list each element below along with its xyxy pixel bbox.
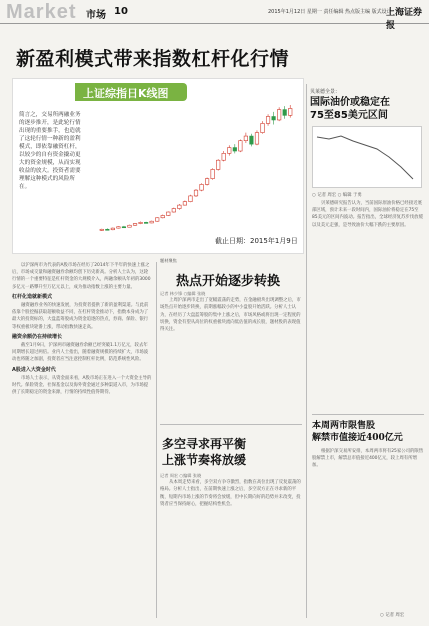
mid-top-article: [160, 290, 302, 420]
candle-body: [222, 153, 226, 160]
mid-top-byline: 记者 林少锋 ○编辑 张晓: [160, 291, 206, 296]
candle-body: [283, 110, 287, 116]
candle-body: [183, 202, 187, 205]
candle-body: [144, 222, 148, 223]
left-subhead-3: A股进入大资金时代: [12, 366, 56, 373]
right-body: 贝莱德研究报告认为，当前国际原油价格已经接近底部区域，预计未来一段时间内，国际油价将稳定在75至85美元的区间内波动。报告指出，全球经济复苏步伐放缓以及美元走强，是导致油价大幅下跌的主要原因。: [312, 201, 423, 228]
right-bottom-article: [312, 448, 424, 612]
oil-price-line: [313, 127, 421, 187]
candle-body: [200, 184, 204, 190]
chart-title: 上证综指日K线图: [83, 87, 169, 100]
candle-body: [155, 218, 159, 221]
main-headline: 新盈利模式带来指数杠杆化行情: [16, 48, 290, 70]
mid-bottom-article: [160, 472, 302, 618]
candle-body: [106, 229, 110, 230]
right-bottom-body: 根据沪深交易所安排，本周两市将有25家公司的限售股解禁上市，解禁总市值接近400亿元，较上周有所增加。: [312, 449, 424, 469]
left-article: [12, 262, 152, 618]
chart-date-note: 截止日期：2015年1月9日: [215, 237, 298, 245]
candle-body: [272, 117, 276, 120]
column-divider-right: [306, 84, 307, 618]
candle-body: [178, 205, 182, 208]
mid-top-body: 上周沪深两市走出了宽幅震荡的走势，在金融板块出现调整之后，市场热点开始逐步转换，前期涨幅较小的中小盘股开始活跃。分析人士认为，在经历了大盘蓝筹股的集中上涨之后，市场风格或将出现一定程度的切换，资金有望从高位的权重板块流向低估值的成长股，题材股的表现值得关注。: [160, 298, 301, 333]
candle-body: [194, 190, 198, 196]
right-bottom-headline: 本周两市限售股 解禁市值接近400亿元: [312, 421, 403, 443]
candle-body: [266, 117, 270, 124]
candle-body: [111, 228, 115, 230]
candle-body: [211, 169, 215, 178]
candle-body: [227, 148, 231, 154]
mid-bottom-byline: 记者 周宏 ○编辑 张晓: [160, 473, 202, 478]
oil-price-chart: [312, 126, 422, 188]
right-article: [312, 200, 424, 410]
kline-chart-box: [12, 78, 304, 254]
page-header: [0, 0, 429, 31]
mid-bottom-body: 从本周走势来看，多空双方争夺激烈，指数在高位出现了反复震荡的格局。分析人士指出，在前期快速上涨之后，多空双方正在寻求新的平衡，短期内市场上涨的节奏将会放缓，但中长期向好的趋势并未改变，投资者应当保持耐心，把握结构性机会。: [160, 480, 301, 507]
candlestick-chart: [93, 99, 299, 237]
newspaper-name: 上海证券报: [386, 8, 423, 31]
mid-divider: [160, 424, 302, 425]
candle-body: [150, 221, 154, 223]
candle-body: [100, 229, 104, 230]
mid-top-headline: 热点开始逐步转换: [176, 274, 281, 289]
candle-body: [255, 133, 259, 145]
candle-body: [250, 136, 254, 144]
right-top-label: 贝莱德全景：: [310, 89, 341, 95]
candle-body: [161, 215, 165, 217]
right-caption: ○ 记者 周宏 ○ 编辑 于勇: [312, 193, 362, 198]
column-divider-left: [156, 262, 157, 618]
mid-top-tag: 题材聚焦: [160, 258, 177, 263]
left-body-2: 截至1月9日，沪深两市融资融券余额已经突破1.1万亿元，较去年同期增长超过两倍。业内人士指出，随着融资规模的持续扩大，市场波动也将随之加剧，投资者应当注意控制杠杆比例，防范系统性风险。: [12, 343, 149, 363]
mid-bottom-headline: 多空寻求再平衡 上涨节奏将放缓: [162, 437, 247, 467]
left-body-3: 市场人士表示，从资金面来看，A股市场正在进入一个大资金主导的时代。保险资金、社保基金以及海外资金通过多种渠道入市，为市场提供了长期稳定的资金来源，行情的持续性值得期待。: [12, 375, 152, 396]
candle-body: [139, 222, 143, 223]
candle-body: [117, 227, 121, 228]
section-name: 市场: [86, 10, 106, 21]
left-body-1: 融资融券业务的快速发展，为投资者提供了新的盈利渠道。与此前依靠个股挖掘获取超额收益不同，在杠杆资金推动下，指数本身成为了最大的投资标的，大盘蓝筹股成为资金追逐的热点，券商、保险、银行等权重板块轮番上涨，带动指数快速走高。: [12, 303, 149, 330]
candle-body: [244, 136, 248, 141]
lead-paragraph: 简言之，交易所两融业务的逐步推开，是此轮行情出现的重要推手，也造就了这轮行情一种新的盈利模式，即依靠融资杠杆，以较少的自有资金撬动更大的资金规模，从而实现收益的放大。投资者需要理解这种模式的风险所在。: [19, 112, 81, 190]
brand-logo: Market: [6, 1, 77, 23]
candle-body: [122, 227, 126, 228]
candle-body: [189, 196, 193, 202]
candle-body: [133, 224, 137, 226]
candle-body: [167, 212, 171, 215]
left-subhead-2: 融资余额仍在持续增长: [12, 333, 63, 340]
issue-meta: 2015年1月12日 星期一 责任编辑 热点版主编 版式设计: [268, 9, 392, 15]
candle-body: [205, 179, 209, 185]
candle-body: [128, 225, 132, 227]
candle-body: [288, 108, 292, 115]
candle-body: [239, 141, 243, 151]
candle-body: [277, 110, 281, 120]
candle-body: [233, 148, 237, 151]
candle-body: [216, 160, 220, 169]
right-credit: ○ 记者 周宏: [380, 613, 405, 618]
page-number: 10: [114, 6, 128, 17]
right-headline: 国际油价或稳定在 75至85美元区间: [310, 97, 390, 121]
candle-body: [261, 123, 265, 132]
left-intro: 以沪深两市为代表的A股市场在经历了2014年下半年的快速上涨之后，市场成交量和融资融券余额均创下历史新高。分析人士认为，这轮行情的一个重要特征是杠杆资金的大规模介入，两融余额从年初的3000多亿元一路攀升至万亿元以上，成为推动指数上涨的主要力量。: [12, 263, 151, 290]
right-divider: [312, 414, 424, 415]
candle-body: [172, 209, 176, 212]
left-subhead-1: 杠杆化造就新模式: [12, 293, 53, 300]
